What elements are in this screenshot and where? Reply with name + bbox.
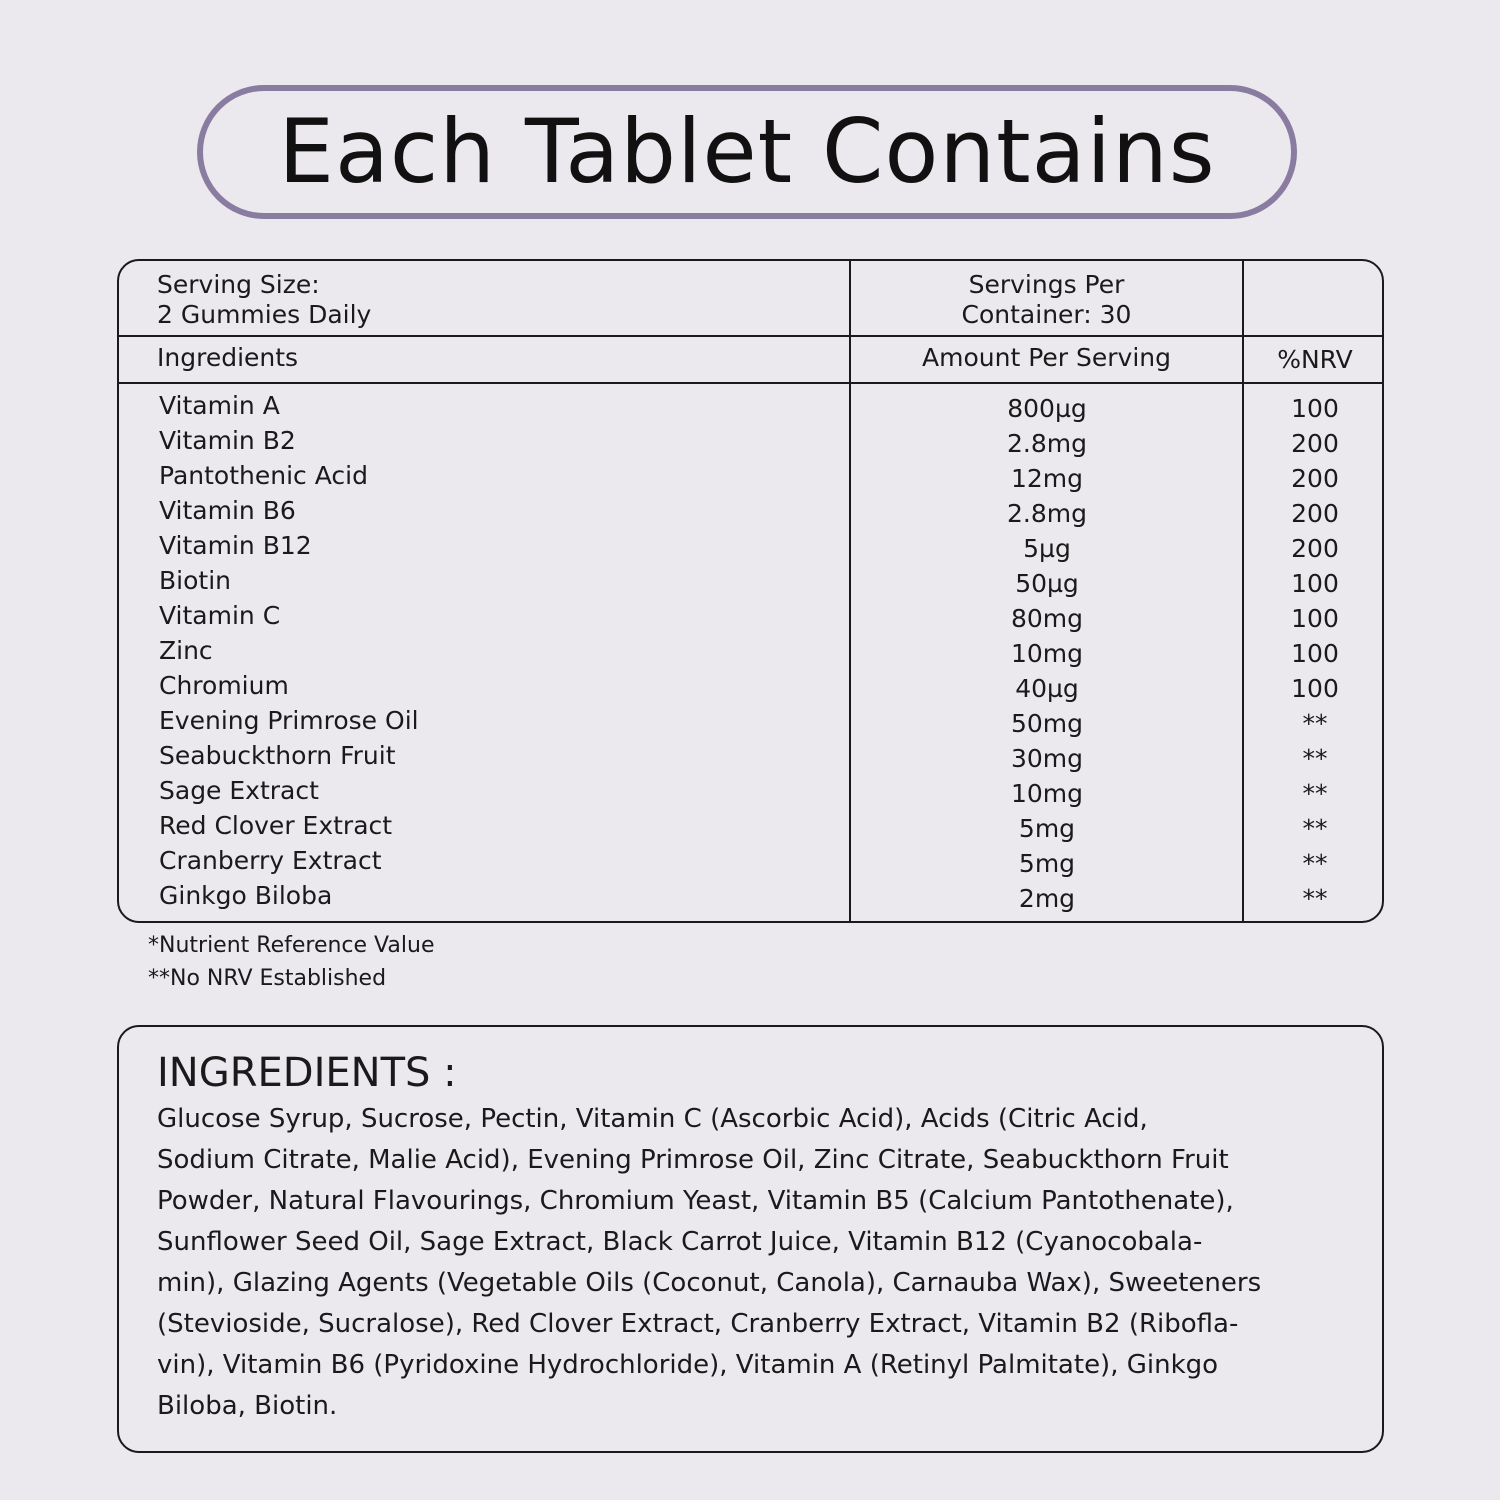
footnote-nrv: *Nutrient Reference Value [148,933,435,958]
servings-per-container [851,270,1242,330]
table-row-amount: 10mg [1010,779,1084,808]
ingredients-panel [117,1025,1384,1453]
table-row-amount: 5mg [1018,849,1076,878]
table-row-name: Vitamin C [159,601,281,630]
table-row-nrv: 100 [1291,639,1339,668]
ingredients-line: (Stevioside, Sucralose), Red Clover Extract, Cranberry Extract, Vitamin B2 (Ribofla- [157,1309,1239,1339]
ingredients-line: Sodium Citrate, Malie Acid), Evening Primrose Oil, Zinc Citrate, Seabuckthorn Fruit [157,1145,1229,1175]
table-row-nrv: 200 [1291,499,1339,528]
table-row-nrv: ** [1302,744,1328,773]
table-row-name: Vitamin A [159,391,280,420]
table-row-name: Pantothenic Acid [159,461,368,490]
page-title: Each Tablet Contains [278,100,1216,203]
col-header-ingredients: Ingredients [157,343,299,372]
table-row-amount: 800µg [1007,394,1087,423]
servings-per-line2: Container: 30 [961,300,1132,329]
table-row-amount: 2.8mg [1007,499,1087,528]
table-row-name: Chromium [159,671,289,700]
footnote-no-nrv: **No NRV Established [148,966,387,991]
table-row-nrv: ** [1302,884,1328,913]
table-row-nrv: ** [1302,814,1328,843]
row-divider [119,335,1382,337]
table-row-nrv: ** [1302,849,1328,878]
nutrition-table [117,259,1384,923]
table-row-name: Vitamin B12 [159,531,312,560]
table-row-amount: 5mg [1018,814,1076,843]
table-row-nrv: 100 [1291,394,1339,423]
table-row-nrv: 200 [1291,464,1339,493]
table-row-name: Evening Primrose Oil [159,706,419,735]
col-header-nrv: %NRV [1277,345,1353,374]
ingredients-line: Powder, Natural Flavourings, Chromium Yeast, Vitamin B5 (Calcium Pantothenate), [157,1186,1234,1216]
table-row-nrv: 200 [1291,429,1339,458]
ingredients-list [157,1099,1357,1427]
serving-size-label: Serving Size: [157,270,320,299]
table-row-amount: 5µg [1023,534,1071,563]
table-row-amount: 50mg [1010,709,1084,738]
table-row-name: Cranberry Extract [159,846,382,875]
title-banner [197,85,1297,219]
table-row-amount: 12mg [1010,464,1084,493]
table-row-name: Vitamin B6 [159,496,296,525]
ingredients-line: min), Glazing Agents (Vegetable Oils (Coconut, Canola), Carnauba Wax), Sweeteners [157,1268,1262,1298]
ingredients-line: Sunflower Seed Oil, Sage Extract, Black Carrot Juice, Vitamin B12 (Cyanocobala- [157,1227,1203,1257]
table-row-amount: 2.8mg [1007,429,1087,458]
table-row-name: Zinc [159,636,213,665]
row-divider [119,382,1382,384]
ingredients-line: vin), Vitamin B6 (Pyridoxine Hydrochloride), Vitamin A (Retinyl Palmitate), Ginkgo [157,1350,1219,1380]
table-row-nrv: 100 [1291,674,1339,703]
table-row-name: Red Clover Extract [159,811,393,840]
table-row-amount: 50µg [1015,569,1079,598]
table-row-amount: 40µg [1015,674,1079,703]
table-row-name: Ginkgo Biloba [159,881,333,910]
table-row-name: Sage Extract [159,776,319,805]
table-row-amount: 80mg [1010,604,1084,633]
table-row-name: Biotin [159,566,231,595]
table-row-nrv: 200 [1291,534,1339,563]
ingredients-line: Biloba, Biotin. [157,1391,338,1421]
table-row-nrv: ** [1302,709,1328,738]
nrv-column [1244,391,1384,916]
footnotes [148,929,434,995]
col-header-amount: Amount Per Serving [922,343,1171,372]
table-row-amount: 2mg [1018,884,1076,913]
table-row-name: Vitamin B2 [159,426,296,455]
table-row-name: Seabuckthorn Fruit [159,741,396,770]
ingredient-names [159,388,419,913]
table-row-nrv: 100 [1291,569,1339,598]
table-row-nrv: ** [1302,779,1328,808]
serving-size [157,270,371,330]
ingredients-heading: INGREDIENTS : [157,1050,457,1096]
table-row-amount: 30mg [1010,744,1084,773]
amount-column [851,391,1243,916]
table-row-nrv: 100 [1291,604,1339,633]
servings-per-line1: Servings Per [968,270,1125,299]
serving-size-value: 2 Gummies Daily [157,300,372,329]
table-row-amount: 10mg [1010,639,1084,668]
ingredients-line: Glucose Syrup, Sucrose, Pectin, Vitamin C (Ascorbic Acid), Acids (Citric Acid, [157,1104,1148,1134]
